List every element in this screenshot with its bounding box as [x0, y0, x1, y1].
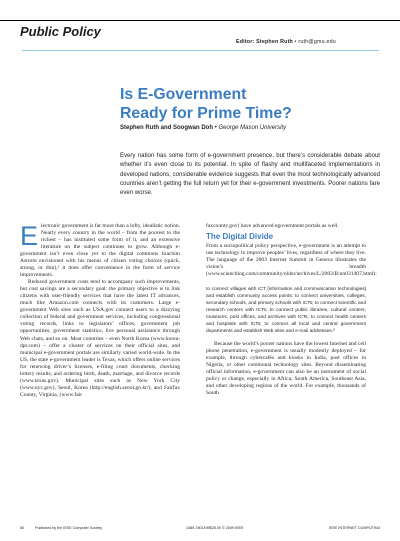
- paragraph-intro: [20, 223, 180, 279]
- paragraph-4: Because the world’s poorer nations have the lowest Internet and cell phone penetration, e-government is usually modestly deployed – for example, through cybercafés and kiosks in India, post offices in Nigeria, or other communal technology sites. Beyond disseminating official information, e-government can also be an instrument of social policy or change, especially in Africa, South America, Southeast Asia, and other developing regions of the world. For example, thousands of South: [206, 340, 366, 396]
- paragraph-1: lectronic government is far more than a lofty, idealistic notion. Nearly every country in the world – from the poorest to the richest – has instituted some form of it, and an extensive literature on the subject continues to grow. Although e-government isn’t even close yet to the digital commons Joachim Astrom envisioned with his menus of citizen voting choices (quick, strong, or thin),¹ it does offer convenience in the form of service improvements.: [20, 223, 180, 279]
- publisher-line: Published by the IEEE Computer Society: [35, 526, 103, 530]
- body-column-right: [206, 223, 377, 397]
- issn-line: 1089-7801/09/$25.00 © 2009 IEEE: [186, 526, 244, 530]
- page-number: 80: [20, 526, 25, 530]
- paragraph-2: Reduced government costs tend to accompany such improvements, but cost savings are a secondary goal: the primary objective is to link citizens with user-friendly services that have the latest IT advances, much like Amazon.com connects with its customers. Large e-government Web sites such as USA.gov connect users to a dizzying collection of federal and government services, including congressional voting records, links to legislators’ offices, government job opportunities, government statistics, live personal assistance through Web chats, and so on. Most countries – even North Korea (www.korea-dpr.com) – offer a cluster of services on their official sites, and municipal e-government portals are similarly varied world-wide. In the US, the state e-government leader is Texas, which offers online services for renewing driver’s licenses, e-filing court documents, checking lottery results, and ordering birth, death, marriage, and divorce records (www.texas.gov). Municipal sites such as New York City (www.nyc.gov), Seoul, Korea (http://english.seoul.go.kr/), and Fairfax County, Virginia, (www.fair: [20, 279, 180, 398]
- header-rule: [0, 20, 400, 21]
- paragraph-3: From a sociopolitical policy perspective, e-government is an attempt to use technology to improve peoples’ lives, regardless of where they live. The language of the 2003 Internet Summit in Geneva illustrates the vision’s breadth (www.sciencblog.com/community/older/archives/L/2003/B/un031407.html):: [206, 243, 377, 278]
- editor-name: Stephen Ruth: [256, 39, 293, 45]
- section-heading: The Digital Divide: [206, 232, 274, 242]
- editor-label: Editor:: [236, 39, 255, 45]
- block-quote: to connect villages with ICT [information and communication technologies] and establish community access points; to connect universities, colleges, secondary schools, and primary schools with ICTs; to connect scientific and research centers with ICTs; to connect public libraries, cultural centers, museums, post offices, and archives with ICTs; to connect health centers and hospitals with ICTs; to connect all local and central government departments and establish Web sites and e-mail addresses.²: [206, 287, 366, 335]
- body-column-left: [20, 223, 180, 399]
- authors: Stephen Ruth and Soogwan Doh: [120, 125, 213, 131]
- header-divider: [22, 50, 379, 51]
- article-title: [120, 86, 380, 123]
- authors-line: [120, 125, 286, 131]
- editor-email: • ruth@gmu.edu: [294, 39, 336, 45]
- magazine-name: IEEE INTERNET COMPUTING: [329, 526, 381, 530]
- editor-credit: [236, 39, 336, 45]
- title-line-1: Is E-Government: [120, 86, 247, 103]
- affiliation: • George Mason University: [214, 125, 287, 131]
- paragraph-continued: faxcounty.gov) have advanced egovernment portals as well.: [206, 223, 339, 229]
- title-line-2: Ready for Prime Time?: [120, 104, 292, 122]
- abstract: Every nation has some form of e-government presence, but there’s considerable debate about whether it’s even close to its potential. In spite of flashy and multifaceted implementations in developed nations, considerable evidence suggests that even the most technologically advanced countries aren’t getting the full return yet for their e-government investments. Poorer nations fare even worse.: [120, 153, 380, 196]
- drop-cap: E: [20, 221, 39, 251]
- department-title: Public Policy: [20, 24, 101, 39]
